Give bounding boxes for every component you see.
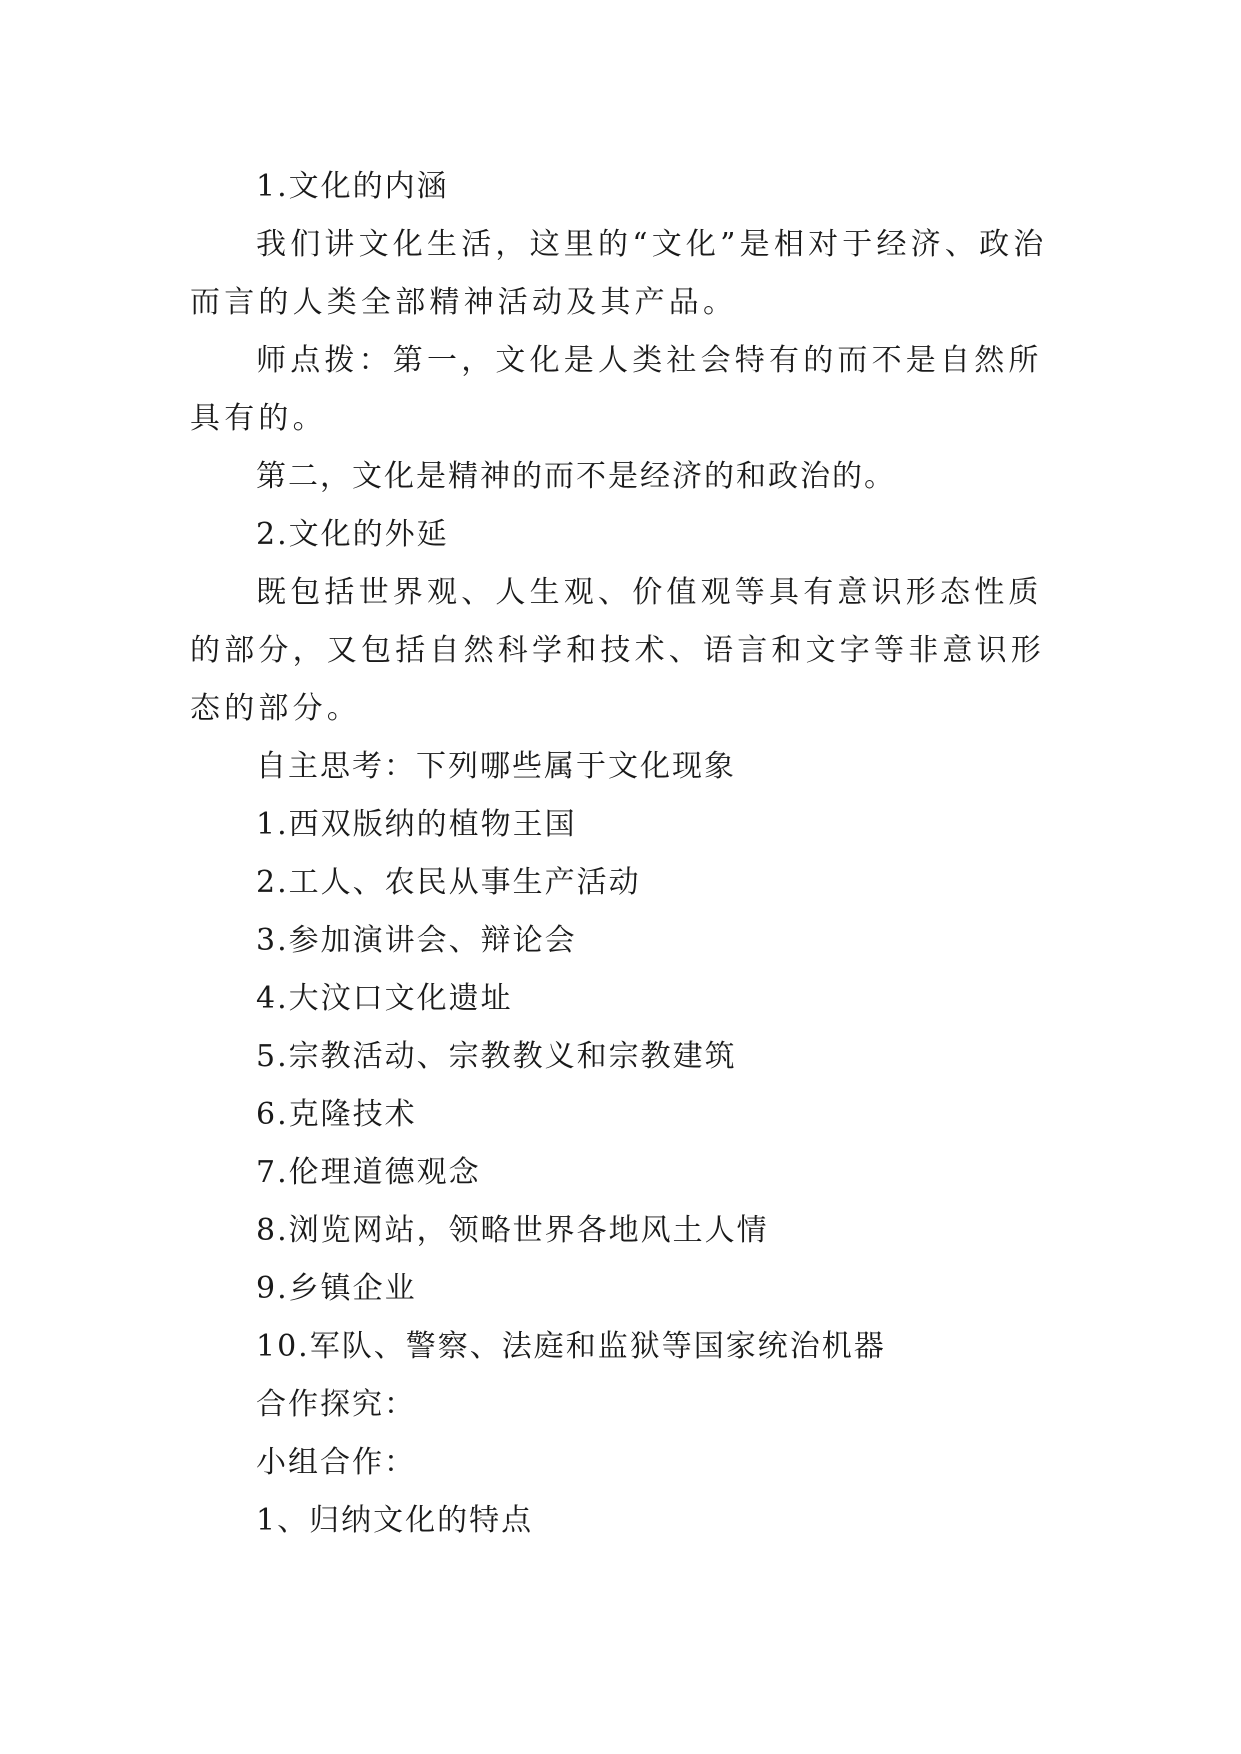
list-item: 7.伦理道德观念 bbox=[256, 1155, 481, 1190]
paragraph-teacher-note-second: 第二，文化是精神的而不是经济的和政治的。 bbox=[256, 459, 896, 494]
heading-independent-thinking: 自主思考：下列哪些属于文化现象 bbox=[256, 749, 736, 784]
list-item: 10.军队、警察、法庭和监狱等国家统治机器 bbox=[256, 1329, 886, 1364]
list-item: 1.西双版纳的植物王国 bbox=[256, 807, 577, 842]
paragraph-culture-definition: 我们讲文化生活，这里的“文化”是相对于经济、政治而言的人类全部精神活动及其产品。 bbox=[190, 227, 1048, 320]
list-item: 1、归纳文化的特点 bbox=[256, 1503, 534, 1538]
document-body bbox=[190, 158, 1050, 1550]
list-item: 9.乡镇企业 bbox=[256, 1271, 417, 1306]
heading-cooperative-inquiry: 合作探究： bbox=[256, 1387, 416, 1422]
list-item: 4.大汶口文化遗址 bbox=[256, 981, 513, 1016]
list-item: 5.宗教活动、宗教教义和宗教建筑 bbox=[256, 1039, 737, 1074]
paragraph-teacher-note-first: 师点拨：第一，文化是人类社会特有的而不是自然所具有的。 bbox=[190, 343, 1043, 436]
heading-group-cooperation: 小组合作： bbox=[256, 1445, 416, 1480]
paragraph-culture-extension: 既包括世界观、人生观、价值观等具有意识形态性质的部分，又包括自然科学和技术、语言和文字等非意识形态的部分。 bbox=[190, 575, 1045, 726]
list-item: 8.浏览网站，领略世界各地风土人情 bbox=[256, 1213, 769, 1248]
list-item: 3.参加演讲会、辩论会 bbox=[256, 923, 577, 958]
list-item: 6.克隆技术 bbox=[256, 1097, 417, 1132]
heading-culture-connotation: 1.文化的内涵 bbox=[256, 169, 449, 204]
list-item: 2.工人、农民从事生产活动 bbox=[256, 865, 641, 900]
heading-culture-extension: 2.文化的外延 bbox=[256, 517, 449, 552]
